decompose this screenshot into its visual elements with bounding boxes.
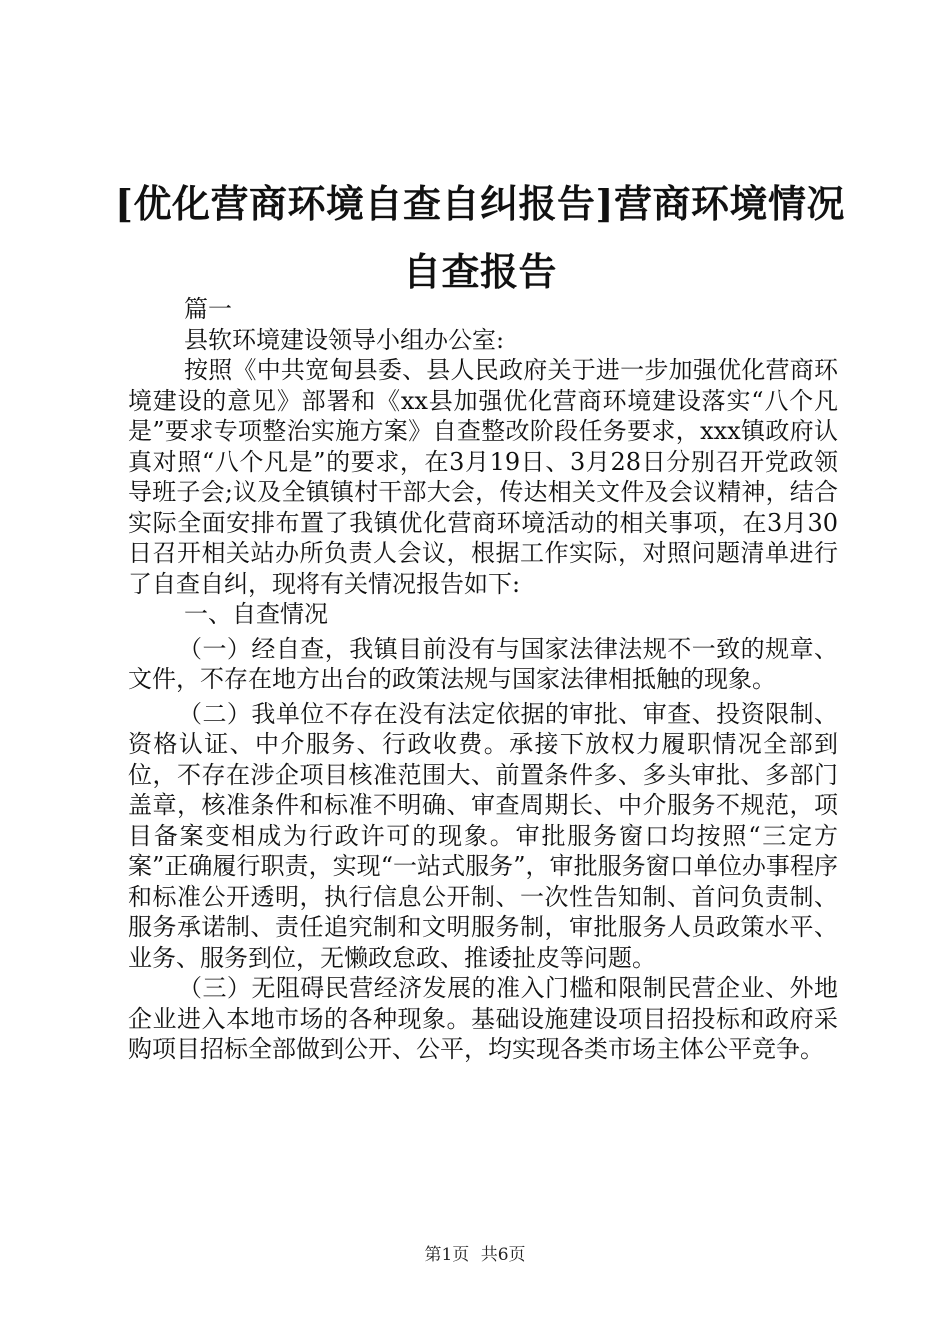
item-paragraph-2: （二）我单位不存在没有法定依据的审批、审查、投资限制、资格认证、中介服务、行政收费。承接下放权力履职情况全部到位，不存在涉企项目核准范围大、前置条件多、多头审批、多部门盖章，核准条件和标准不明确、审查周期长、中介服务不规范，项目备案变相成为行政许可的现象。审批服务窗口均按照“三定方案”正确履行职责，实现“一站式服务”，审批服务窗口单位办事程序和标准公开透明，执行信息公开制、一次性告知制、首问负责制、服务承诺制、责任追究制和文明服务制，审批服务人员政策水平、业务、服务到位，无懒政怠政、推诿扯皮等问题。 [128, 699, 838, 972]
page-number: 第1页 [424, 1245, 470, 1265]
intro-paragraph: 按照《中共宽甸县委、县人民政府关于进一步加强优化营商环境建设的意见》部署和《xx县加强优化营商环境建设落实“八个凡是”要求专项整治实施方案》自查整改阶段任务要求，xxx镇政府认真对照“八个凡是”的要求，在3月19日、3月28日分别召开党政领导班子会;议及全镇镇村干部大会，传达相关文件及会议精神，结合实际全面安排布置了我镇优化营商环境活动的相关事项，在3月30日召开相关站办所负责人会议，根据工作实际，对照问题清单进行了自查自纠，现将有关情况报告如下: [128, 356, 838, 598]
item-paragraph-1: （一）经自查，我镇目前没有与国家法律法规不一致的规章、文件，不存在地方出台的政策法规与国家法律相抵触的现象。 [128, 634, 838, 693]
section-heading: 一、自查情况 [184, 600, 328, 628]
document-title: [优化营商环境自查自纠报告]营商环境情况自查报告 [115, 181, 845, 294]
page-total: 共6页 [480, 1245, 526, 1265]
section-label: 篇一 [184, 295, 232, 323]
item-paragraph-3: （三）无阻碍民营经济发展的准入门槛和限制民营企业、外地企业进入本地市场的各种现象。基础设施建设项目招投标和政府采购项目招标全部做到公开、公平，均实现各类市场主体公平竞争。 [128, 974, 838, 1063]
addressee: 县软环境建设领导小组办公室: [184, 325, 505, 354]
document-body [128, 294, 838, 1065]
page-footer [0, 1240, 950, 1265]
